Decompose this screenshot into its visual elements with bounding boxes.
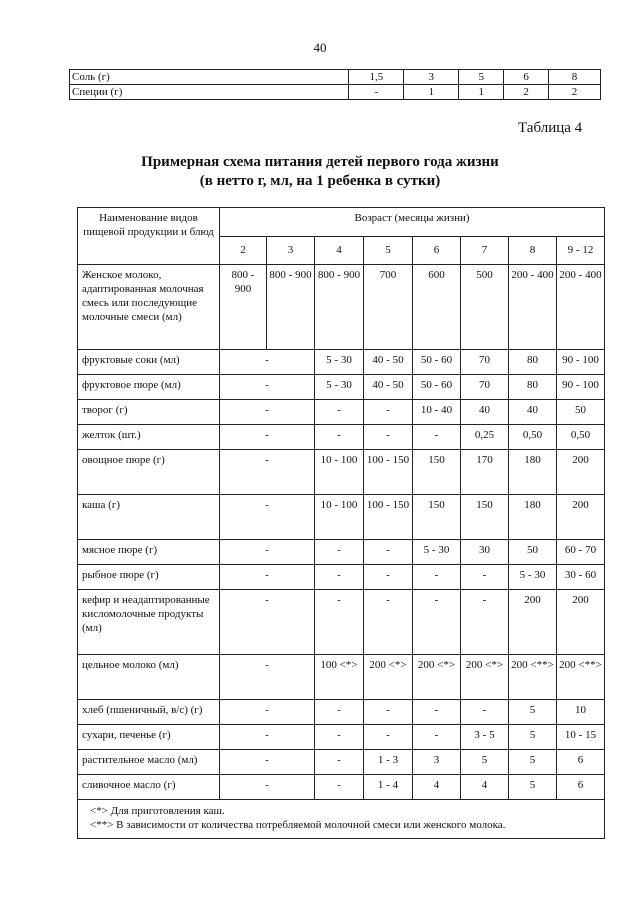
cell: 70 <box>461 375 509 400</box>
merged-cell: - <box>220 425 315 450</box>
cell: 100 <*> <box>315 655 364 700</box>
row-label: желток (шт.) <box>78 425 220 450</box>
cell: 200 <*> <box>413 655 461 700</box>
merged-cell: - <box>220 540 315 565</box>
age-column: 2 <box>220 236 267 265</box>
cell: 150 <box>461 495 509 540</box>
cell: 0,50 <box>509 425 557 450</box>
table-row <box>78 775 605 800</box>
cell: 5 - 30 <box>315 375 364 400</box>
merged-cell: - <box>220 655 315 700</box>
cell: 2 <box>549 85 601 100</box>
table-row <box>78 450 605 495</box>
cell: 50 <box>509 540 557 565</box>
cell: 5 <box>509 700 557 725</box>
age-column: 7 <box>461 236 509 265</box>
cell: - <box>461 590 509 655</box>
table-row <box>78 655 605 700</box>
cell: - <box>315 540 364 565</box>
cell: - <box>315 590 364 655</box>
cell: 6 <box>557 775 605 800</box>
cell: 40 <box>461 400 509 425</box>
cell: 3 - 5 <box>461 725 509 750</box>
row-label: Соль (г) <box>70 70 349 85</box>
cell: 1 <box>459 85 504 100</box>
cell: 800 - 900 <box>220 265 267 350</box>
cell: 200 <box>557 590 605 655</box>
cell: 4 <box>461 775 509 800</box>
cell: 70 <box>461 350 509 375</box>
cell: 50 <box>557 400 605 425</box>
merged-cell: - <box>220 450 315 495</box>
cell: - <box>364 400 413 425</box>
age-column: 3 <box>267 236 315 265</box>
merged-cell: - <box>220 590 315 655</box>
cell: - <box>315 425 364 450</box>
footnote-2: <**> В зависимости от количества потребляемой молочной смеси или женского молока. <box>90 819 506 831</box>
cell: 1 <box>404 85 459 100</box>
cell: - <box>461 565 509 590</box>
cell: - <box>315 775 364 800</box>
merged-cell: - <box>220 700 315 725</box>
table-row <box>78 590 605 655</box>
cell: 30 - 60 <box>557 565 605 590</box>
cell: 5 <box>509 775 557 800</box>
cell: 40 - 50 <box>364 375 413 400</box>
table-row <box>78 725 605 750</box>
cell: 700 <box>364 265 413 350</box>
age-column: 5 <box>364 236 413 265</box>
row-label: цельное молоко (мл) <box>78 655 220 700</box>
cell: 50 - 60 <box>413 350 461 375</box>
cell: 10 - 40 <box>413 400 461 425</box>
cell: 0,50 <box>557 425 605 450</box>
row-label: кефир и неадаптированные кисломолочные продукты (мл) <box>78 590 220 655</box>
cell: 200 <*> <box>461 655 509 700</box>
merged-cell: - <box>220 350 315 375</box>
cell: 800 - 900 <box>315 265 364 350</box>
merged-cell: - <box>220 565 315 590</box>
table-row <box>78 350 605 375</box>
cell: 150 <box>413 450 461 495</box>
title-line-2: (в нетто г, мл, на 1 ребенка в сутки) <box>199 173 441 189</box>
cell: - <box>349 85 404 100</box>
cell: - <box>413 700 461 725</box>
cell: 8 <box>549 70 601 85</box>
cell: - <box>364 700 413 725</box>
column-header-name: Наименование видов пищевой продукции и блюд <box>78 208 220 265</box>
cell: - <box>364 725 413 750</box>
cell: 50 - 60 <box>413 375 461 400</box>
cell: 90 - 100 <box>557 350 605 375</box>
row-label: Женское молоко, адаптированная молочная смесь или последующие молочные смеси (мл) <box>78 265 220 350</box>
cell: 200 <box>557 450 605 495</box>
cell: 10 - 100 <box>315 450 364 495</box>
cell: 80 <box>509 375 557 400</box>
cell: 5 - 30 <box>413 540 461 565</box>
cell: 5 <box>461 750 509 775</box>
merged-cell: - <box>220 495 315 540</box>
page-number: 40 <box>313 40 327 55</box>
cell: 200 <box>509 590 557 655</box>
cell: 10 - 100 <box>315 495 364 540</box>
notes-row <box>78 800 605 839</box>
merged-cell: - <box>220 375 315 400</box>
cell: 6 <box>504 70 549 85</box>
page-title <box>0 153 640 191</box>
row-label: фруктовое пюре (мл) <box>78 375 220 400</box>
table-row <box>78 750 605 775</box>
table-row <box>78 540 605 565</box>
cell: 1,5 <box>349 70 404 85</box>
row-label: растительное масло (мл) <box>78 750 220 775</box>
age-column: 9 - 12 <box>557 236 605 265</box>
merged-cell: - <box>220 775 315 800</box>
cell: 2 <box>504 85 549 100</box>
row-label: рыбное пюре (г) <box>78 565 220 590</box>
cell: 5 <box>509 750 557 775</box>
row-label: хлеб (пшеничный, в/с) (г) <box>78 700 220 725</box>
title-line-1: Примерная схема питания детей первого года жизни <box>141 154 499 170</box>
row-label: фруктовые соки (мл) <box>78 350 220 375</box>
table-row <box>78 425 605 450</box>
cell: 150 <box>413 495 461 540</box>
merged-cell: - <box>220 750 315 775</box>
cell: 100 - 150 <box>364 495 413 540</box>
cell: 500 <box>461 265 509 350</box>
cell: 5 <box>459 70 504 85</box>
cell: - <box>364 565 413 590</box>
cell: 40 <box>509 400 557 425</box>
cell: 0,25 <box>461 425 509 450</box>
merged-cell: - <box>220 725 315 750</box>
cell: - <box>315 750 364 775</box>
row-label: сухари, печенье (г) <box>78 725 220 750</box>
row-label: мясное пюре (г) <box>78 540 220 565</box>
cell: 10 - 15 <box>557 725 605 750</box>
cell: 30 <box>461 540 509 565</box>
cell: 10 <box>557 700 605 725</box>
table-label: Таблица 4 <box>518 120 583 136</box>
cell: 200 <box>557 495 605 540</box>
table-row <box>70 70 601 85</box>
cell: 40 - 50 <box>364 350 413 375</box>
header-row <box>78 208 605 237</box>
cell: 4 <box>413 775 461 800</box>
cell: 600 <box>413 265 461 350</box>
table-row <box>78 495 605 540</box>
footnotes <box>78 800 605 839</box>
cell: 6 <box>557 750 605 775</box>
column-header-age: Возраст (месяцы жизни) <box>220 208 605 237</box>
table-row <box>78 565 605 590</box>
continuation-table <box>69 69 601 100</box>
merged-cell: - <box>220 400 315 425</box>
cell: - <box>413 565 461 590</box>
cell: 180 <box>509 450 557 495</box>
cell: 60 - 70 <box>557 540 605 565</box>
cell: 5 <box>509 725 557 750</box>
cell: - <box>413 425 461 450</box>
row-label: овощное пюре (г) <box>78 450 220 495</box>
row-label: Специи (г) <box>70 85 349 100</box>
table-row <box>78 700 605 725</box>
cell: 3 <box>413 750 461 775</box>
cell: 1 - 4 <box>364 775 413 800</box>
cell: - <box>413 590 461 655</box>
cell: - <box>461 700 509 725</box>
cell: 100 - 150 <box>364 450 413 495</box>
cell: 200 - 400 <box>509 265 557 350</box>
row-label: каша (г) <box>78 495 220 540</box>
cell: - <box>364 590 413 655</box>
cell: 800 - 900 <box>267 265 315 350</box>
cell: - <box>315 400 364 425</box>
footnote-1: <*> Для приготовления каш. <box>90 805 225 817</box>
table-row <box>70 85 601 100</box>
cell: 90 - 100 <box>557 375 605 400</box>
cell: - <box>364 540 413 565</box>
cell: 200 - 400 <box>557 265 605 350</box>
cell: - <box>413 725 461 750</box>
cell: 170 <box>461 450 509 495</box>
cell: 5 - 30 <box>509 565 557 590</box>
table-row <box>78 265 605 350</box>
row-label: сливочное масло (г) <box>78 775 220 800</box>
cell: 200 <*> <box>364 655 413 700</box>
cell: - <box>315 565 364 590</box>
cell: - <box>315 700 364 725</box>
cell: 5 - 30 <box>315 350 364 375</box>
age-column: 4 <box>315 236 364 265</box>
age-column: 8 <box>509 236 557 265</box>
table-row <box>78 400 605 425</box>
cell: - <box>364 425 413 450</box>
cell: - <box>315 725 364 750</box>
cell: 200 <**> <box>557 655 605 700</box>
nutrition-table <box>77 207 605 839</box>
cell: 1 - 3 <box>364 750 413 775</box>
row-label: творог (г) <box>78 400 220 425</box>
age-column: 6 <box>413 236 461 265</box>
cell: 80 <box>509 350 557 375</box>
table-row <box>78 375 605 400</box>
cell: 180 <box>509 495 557 540</box>
cell: 3 <box>404 70 459 85</box>
cell: 200 <**> <box>509 655 557 700</box>
